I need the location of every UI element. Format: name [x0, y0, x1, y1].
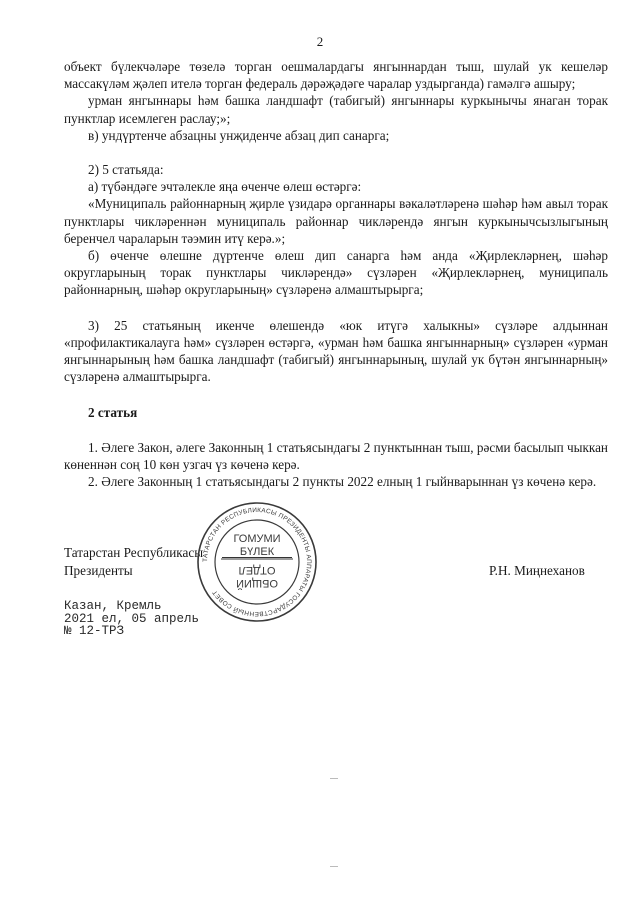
svg-text:ТАТАРСТАН РЕСПУБЛИКАСЫ ПРЕЗИДЕ — [202, 507, 312, 617]
paragraph-quote-municipal: «Муниципаль районнарның җирле үзидарә органнары вәкаләтләренә шәһәр һәм авыл торак пунктлары чикләреннән муниципаль районнар чикләрендә янгын куркынычсызлыгының беренчел чараларын тәэмин итү керә.»; — [64, 196, 608, 246]
document-body — [64, 58, 608, 490]
footer-number: № 12-ТРЗ — [64, 624, 125, 638]
stamp-line4: ОБЩИЙ — [236, 577, 278, 589]
stamp-line3: ОТДЕЛ — [238, 564, 276, 576]
signature-title — [64, 544, 203, 580]
paragraph-item-a: а) түбәндәге эчтәлекле яңа өченче өлеш өстәргә: — [88, 179, 362, 195]
signature-title-line2: Президенты — [64, 563, 133, 578]
paragraph-point-3: 3) 25 статьяның икенче өлешендә «юк итүгә халыкны» сүзләре алдыннан «профилактикалауга һәм» сүзләрен өстәргә, «урман һәм башка янгыннарның» сүзләрен «урман янгыннарының һәм башка ландшафт (табигый) янгыннарының, шулай ук бүтән янгыннарның» сүзләренә алмаштырырга. — [64, 317, 608, 385]
official-stamp — [195, 500, 319, 624]
scan-artifact — [330, 866, 338, 868]
article-paragraph-2: 2. Әлеге Законның 1 статьясындагы 2 пункты 2022 елның 1 гыйнварыннан үз көченә керә. — [88, 474, 597, 490]
paragraph-point-2: 2) 5 статьяда: — [88, 162, 164, 178]
stamp-line1: ГОМУМИ — [233, 533, 281, 545]
stamp-line2: БҮЛЕК — [239, 546, 275, 558]
footer-date: 2021 ел, 05 апрель — [64, 611, 200, 626]
registration-footer — [64, 600, 199, 638]
article-heading: 2 статья — [88, 405, 138, 421]
stamp-outer-ring — [198, 503, 316, 621]
paragraph-forest-fires: урман янгыннары һәм башка ландшафт (табигый) янгыннары куркынычы янаган торак пунктлар исемлеген раслау;»; — [64, 93, 608, 126]
paragraph-item-v: в) ундүртенче абзацны унҗиденче абзац дип санарга; — [88, 127, 390, 143]
footer-place: Казан, Кремль — [64, 599, 162, 613]
scan-artifact — [330, 778, 338, 780]
stamp-ring-text: ТАТАРСТАН РЕСПУБЛИКАСЫ ПРЕЗИДЕНТЫ АППАРАТЫ ГОСУДАРСТВЕННЫЙ СОВЕТ — [201, 506, 313, 618]
page-number: 2 — [316, 34, 324, 49]
signature-name: Р.Н. Миңнеханов — [489, 563, 585, 578]
paragraph-continuation: объект бүлекчәләре төзелә торган оешмалардагы янгыннардан тыш, шулай ук кешеләр массакүләм җәлеп ителә торган федераль дәрәҗәдәге чаралар уздырганда) гамәлгә ашыру; — [64, 59, 608, 92]
signature-title-line1: Татарстан Республикасы — [64, 545, 204, 560]
article-paragraph-1: 1. Әлеге Закон, әлеге Законның 1 статьясындагы 2 пунктыннан тыш, рәсми басылып чыккан көненнән соң 10 көн узгач үз көченә керә. — [64, 439, 608, 472]
paragraph-item-b: б) өченче өлешне дүртенче өлеш дип санарга һәм анда «Җирлекләрнең, шәһәр округларының торак пунктлары чикләрендә» сүзләрен «Җирлекләрнең, муниципаль районнарның, шәһәр округларының» сүзләренә алмаштырырга; — [64, 248, 608, 298]
